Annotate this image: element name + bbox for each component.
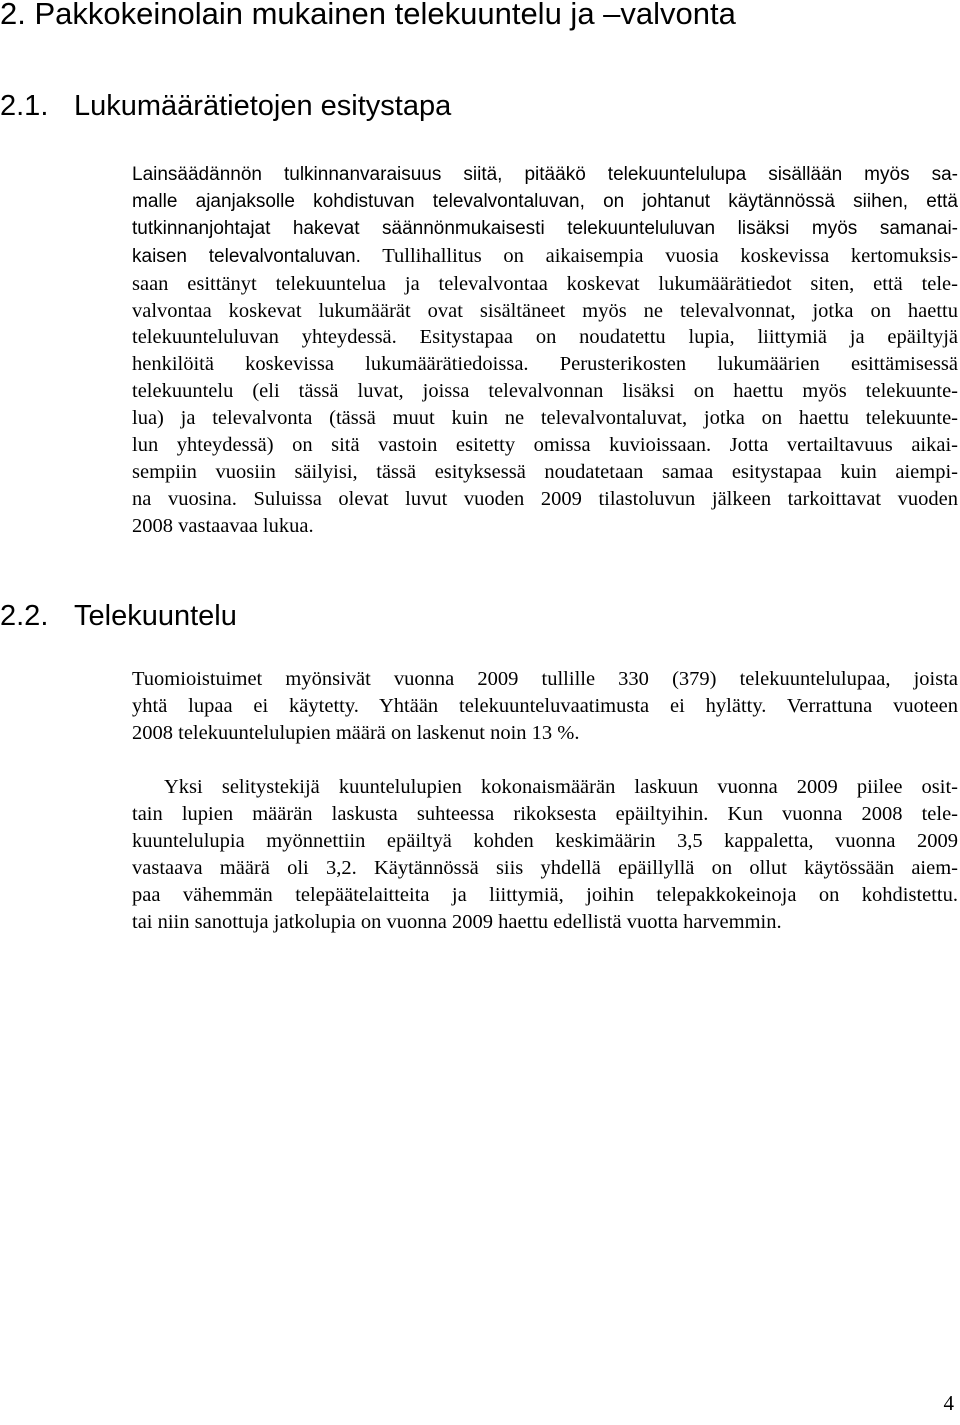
paragraph-line: telekuuntelu (eli tässä luvat, joissa televalvonnan lisäksi on haettu myös telekuunte- [132, 380, 958, 403]
paragraph-line: paa vähemmän telepäätelaitteita ja liittymiä, joihin telepakkokeinoja on kohdistettu. [132, 883, 958, 906]
section-number: 2.1. [0, 90, 49, 122]
paragraph-line-mixed [132, 243, 958, 271]
paragraph-line: telekuunteluluvan yhteydessä. Esitystapaa on noudatettu lupia, liittymiä ja epäiltyjä [132, 326, 958, 349]
section-heading-2-1 [0, 86, 451, 126]
section-title: Telekuuntelu [74, 600, 237, 632]
paragraph-line: tain lupien määrän laskusta suhteessa rikoksesta epäiltyihin. Kun vuonna 2008 tele- [132, 802, 958, 825]
paragraph-fragment: Tullihallitus on aikaisempia vuosia koskevissa kertomuksis- [360, 244, 958, 267]
paragraph-line: henkilöitä koskevissa lukumäärätiedoissa. Perusterikosten lukumäärien esittämisessä [132, 353, 958, 376]
section-heading-2-2 [0, 596, 237, 636]
paragraph-line: Tuomioistuimet myönsivät vuonna 2009 tullille 330 (379) telekuuntelulupaa, joista [132, 668, 958, 690]
section-number: 2.2. [0, 600, 49, 632]
paragraph-line: yhtä lupaa ei käytetty. Yhtään telekuunteluvaatimusta ei hylätty. Verrattuna vuoteen [132, 694, 958, 717]
paragraph-line: malle ajanjaksolle kohdistuvan televalvontaluvan, on johtanut käytännössä siihen, että [132, 190, 958, 212]
paragraph-line: Lainsäädännön tulkinnanvaraisuus siitä, pitääkö telekuuntelulupa sisällään myös sa- [132, 164, 958, 185]
page-number: 4 [943, 1391, 954, 1415]
paragraph-line: tai niin sanottuja jatkolupia on vuonna 2009 haettu edellistä vuotta harvemmin. [132, 910, 782, 933]
paragraph-line: vastaava määrä oli 3,2. Käytännössä siis yhdellä epäillyllä on ollut käytössään aiem- [132, 856, 958, 879]
paragraph-line: valvontaa koskevat lukumäärät ovat sisältäneet myös ne televalvonnat, jotka on haettu [132, 299, 958, 322]
section-title: Lukumäärätietojen esitystapa [74, 90, 452, 122]
paragraph-line: tutkinnanjohtajat hakevat säännönmukaisesti telekuunteluluvan lisäksi myös samanai- [132, 217, 958, 239]
paragraph-line: lua) ja televalvonta (tässä muut kuin ne televalvontaluvat, jotka on haettu telekuunte- [132, 407, 958, 430]
chapter-heading: 2. Pakkokeinolain mukainen telekuuntelu ja –valvonta [0, 0, 736, 31]
paragraph-line: saan esittänyt telekuuntelua ja televalvontaa koskevat lukumäärätiedot siten, että tele- [132, 272, 958, 295]
paragraph-line: Yksi selitystekijä kuuntelulupien kokonaismäärän laskuun vuonna 2009 piilee osit- [164, 776, 958, 798]
paragraph-line: kuuntelulupia myönnettiin epäiltyä kohden keskimäärin 3,5 kappaletta, vuonna 2009 [132, 829, 958, 852]
paragraph-line: lun yhteydessä) on sitä vastoin esitetty omissa kuvioissaan. Jotta vertailtavuus aikai- [132, 434, 958, 457]
paragraph-fragment: kaisen televalvontaluvan. [132, 245, 361, 267]
paragraph-line: sempiin vuosiin säilyisi, tässä esityksessä noudatetaan samaa esitystapaa kuin aiempi- [132, 460, 958, 483]
paragraph-line: 2008 telekuuntelulupien määrä on laskenut noin 13 %. [132, 721, 580, 744]
paragraph-esitystapa [132, 162, 958, 540]
paragraph-telekuuntelu-luvat [132, 666, 958, 747]
paragraph-selitystekija [132, 774, 958, 935]
paragraph-line: na vuosina. Suluissa olevat luvut vuoden 2009 tilastoluvun jälkeen tarkoittavat vuoden [132, 487, 958, 510]
paragraph-line: 2008 vastaavaa lukua. [132, 514, 314, 537]
